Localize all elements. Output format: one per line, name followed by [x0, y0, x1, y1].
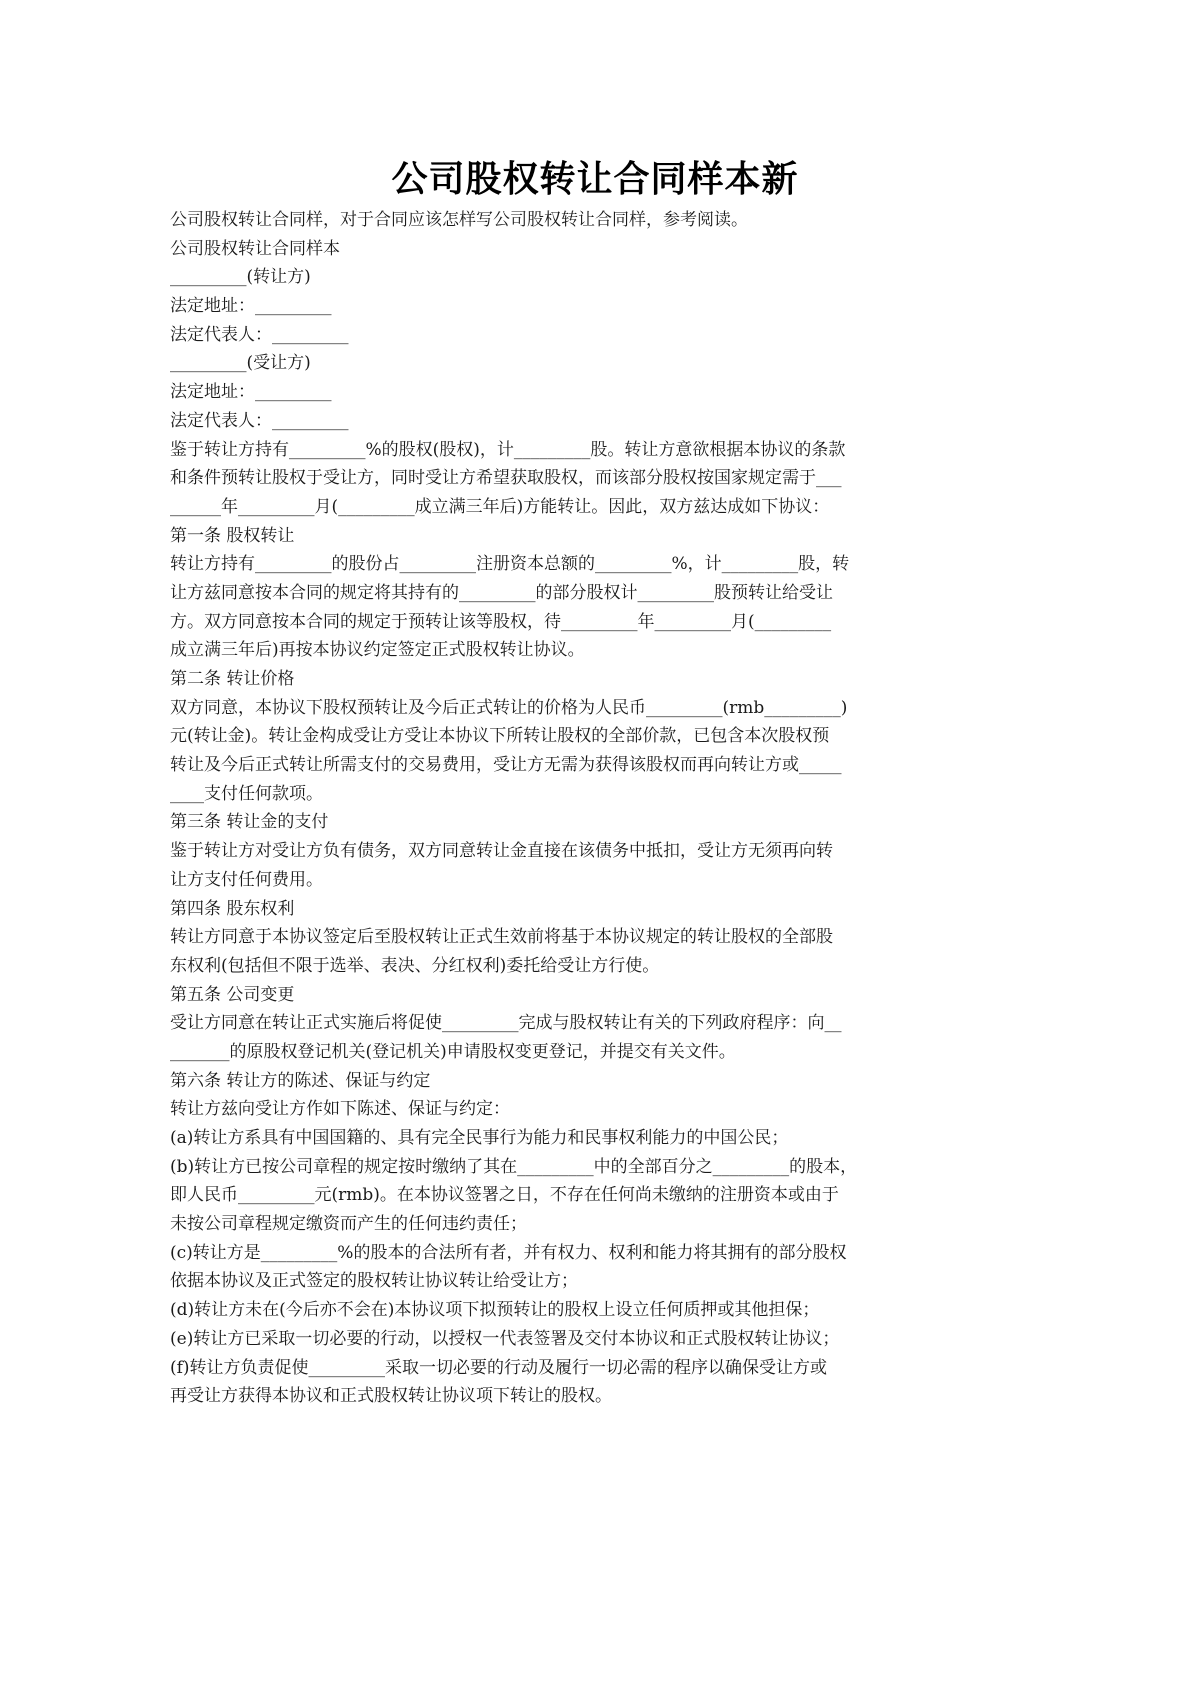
article-6-item-f: (f)转让方负责促使_________采取一切必要的行动及履行一切必需的程序以确保受让方或: [170, 1357, 828, 1378]
article-4-text: 东权利(包括但不限于选举、表决、分红权利)委托给受让方行使。: [170, 955, 660, 976]
article-5-heading: 第五条 公司变更: [170, 984, 295, 1005]
preamble-line: 和条件预转让股权于受让方，同时受让方希望获取股权，而该部分股权按国家规定需于___: [170, 468, 842, 489]
article-2-text: ____支付任何款项。: [170, 783, 323, 804]
article-1-heading: 第一条 股权转让: [170, 525, 295, 546]
transferee-address-line: 法定地址：_________: [170, 382, 332, 403]
transferor-representative-line: 法定代表人：_________: [170, 324, 349, 345]
article-6-item-b: (b)转让方已按公司章程的规定按时缴纳了其在_________中的全部百分之_________的股本，: [170, 1156, 858, 1177]
preamble-line: 鉴于转让方持有_________%的股权(股权)，计_________股。转让方意欲根据本协议的条款: [170, 439, 846, 460]
preamble-line: ______年_________月(_________成立满三年后)方能转让。因此，双方兹达成如下协议：: [170, 496, 830, 517]
article-5-text: 受让方同意在转让正式实施后将促使_________完成与股权转让有关的下列政府程序：向__: [170, 1013, 842, 1034]
article-3-heading: 第三条 转让金的支付: [170, 812, 329, 833]
article-6-text: 转让方兹向受让方作如下陈述、保证与约定：: [170, 1099, 510, 1120]
article-6-item-c: (c)转让方是_________%的股本的合法所有者，并有权力、权利和能力将其拥有的部分股权: [170, 1242, 847, 1263]
intro-line: 公司股权转让合同样，对于合同应该怎样写公司股权转让合同样，参考阅读。: [170, 210, 748, 230]
article-6-item-b: 未按公司章程规定缴资而产生的任何违约责任；: [170, 1214, 527, 1235]
article-4-text: 转让方同意于本协议签定后至股权转让正式生效前将基于本协议规定的转让股权的全部股: [170, 927, 833, 948]
transferee-representative-line: 法定代表人：_________: [170, 410, 349, 431]
article-2-text: 双方同意，本协议下股权预转让及今后正式转让的价格为人民币_________(rmb_________): [170, 697, 848, 718]
article-3-text: 让方支付任何费用。: [170, 869, 323, 890]
article-6-item-b: 即人民币_________元(rmb)。在本协议签署之日，不存在任何尚未缴纳的注册资本或由于: [170, 1185, 839, 1206]
article-1-text: 方。双方同意按本合同的规定于预转让该等股权，待_________年_________月(_________: [170, 611, 832, 632]
article-2-text: 转让及今后正式转让所需支付的交易费用，受让方无需为获得该股权而再向转让方或_____: [170, 755, 842, 776]
article-6-item-d: (d)转让方未在(今后亦不会在)本协议项下拟预转让的股权上设立任何质押或其他担保；: [170, 1300, 820, 1321]
document-title: 公司股权转让合同样本新: [391, 159, 799, 200]
article-1-text: 让方兹同意按本合同的规定将其持有的_________的部分股权计_________股预转让给受让: [170, 582, 833, 603]
article-6-item-a: (a)转让方系具有中国国籍的、具有完全民事行为能力和民事权利能力的中国公民；: [170, 1128, 789, 1148]
article-1-text: 转让方持有_________的股份占_________注册资本总额的_________%，计_________股，转: [170, 554, 850, 575]
article-4-heading: 第四条 股东权利: [170, 898, 295, 919]
contract-heading: 公司股权转让合同样本: [170, 238, 340, 259]
transferor-name-line: _________(转让方): [170, 267, 311, 288]
article-5-text: _______的原股权登记机关(登记机关)申请股权变更登记，并提交有关文件。: [170, 1041, 736, 1062]
article-6-item-f: 再受让方获得本协议和正式股权转让协议项下转让的股权。: [170, 1386, 612, 1407]
article-6-item-e: (e)转让方已采取一切必要的行动，以授权一代表签署及交付本协议和正式股权转让协议；: [170, 1328, 840, 1349]
article-6-heading: 第六条 转让方的陈述、保证与约定: [170, 1070, 431, 1091]
transferee-name-line: _________(受让方): [170, 353, 311, 374]
article-2-heading: 第二条 转让价格: [170, 669, 295, 689]
transferor-address-line: 法定地址：_________: [170, 296, 332, 317]
article-6-item-c: 依据本协议及正式签定的股权转让协议转让给受让方；: [170, 1271, 578, 1292]
article-3-text: 鉴于转让方对受让方负有债务，双方同意转让金直接在该债务中抵扣，受让方无须再向转: [170, 841, 833, 862]
article-2-text: 元(转让金)。转让金构成受让方受让本协议下所转让股权的全部价款，已包含本次股权预: [170, 726, 830, 747]
document-body: [170, 206, 950, 1411]
article-1-text: 成立满三年后)再按本协议约定签定正式股权转让协议。: [170, 640, 585, 661]
